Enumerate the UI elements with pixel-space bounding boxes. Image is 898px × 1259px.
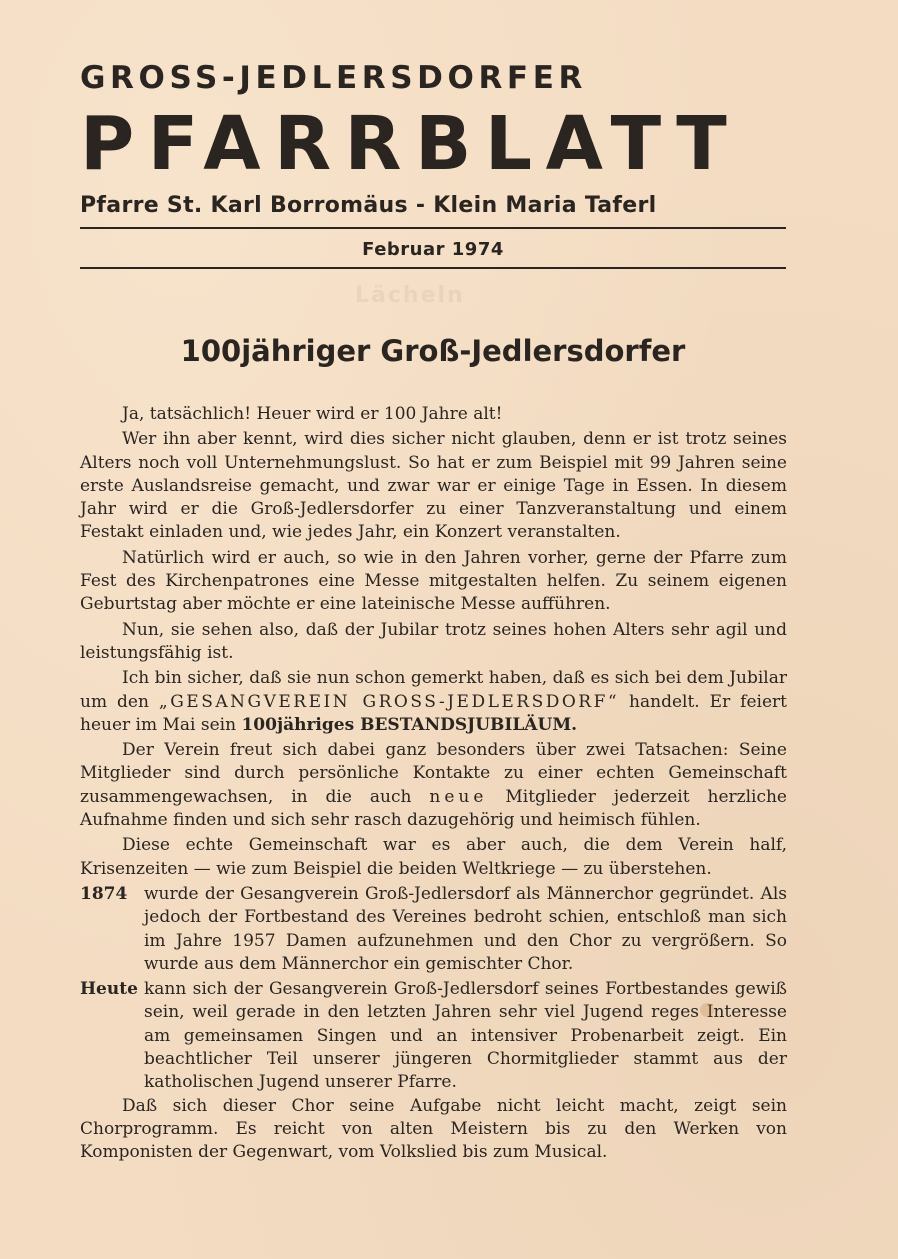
masthead-top-line: GROSS-JEDLERSDORFER [80, 60, 587, 96]
article-headline: 100jähriger Groß-Jedlersdorfer [180, 334, 686, 368]
history-year-text: wurde der Gesangverein Groß-Jedlersdorf als Männerchor gegründet. Als jedoch der Fortbestand des Vereines bedroht schien, entschloß man sich im Jahre 1957 Damen aufzunehmen und den Chor zu vergrößern. So wurde aus dem Männerchor ein gemischter Chor. [144, 883, 787, 974]
paragraph-1: Ja, tatsächlich! Heuer wird er 100 Jahre alt! [122, 404, 503, 424]
history-today-text: kann sich der Gesangverein Groß-Jedlersdorf seines Fortbestandes gewiß sein, weil gerade in den letzten Jahren sehr viel Jugend reges Interesse am gemeinsamen Singen und an intensiver Probenarbeit zeigt. Ein beachtlicher Teil unserer jüngeren Chormitglieder stammt aus der katholischen Jugend unserer Pfarre. [144, 979, 787, 1093]
paragraph-3: Natürlich wird er auch, so wie in den Jahren vorher, gerne der Pfarre zum Fest des Kirchenpatrones eine Messe mitgestalten helfen. Zu seinem eigenen Geburtstag aber möchte er eine lateinische Messe aufführen. [80, 547, 787, 615]
jubilee-emphasis: 100jähriges BESTANDSJUBILÄUM. [241, 714, 578, 735]
history-entry-today [80, 978, 787, 1094]
paragraph-2: Wer ihn aber kennt, wird dies sicher nicht glauben, denn er ist trotz seines Alters noch voll Unternehmungslust. So hat er zum Beispiel mit 99 Jahren seine erste Auslandsreise gemacht, und zwar war er einige Tage in Essen. In diesem Jahr wird er die Groß-Jedlersdorfer zu einer Tanzveranstaltung und einem Festakt einladen und, wie jedes Jahr, ein Konzert veranstalten. [80, 429, 787, 543]
paragraph-7: Diese echte Gemeinschaft war es aber auch, die dem Verein half, Krisenzeiten — wie zum Beispiel die beiden Weltkriege — zu überstehen. [80, 835, 787, 879]
paragraph-6 [80, 739, 787, 832]
choir-name: „GESANGVEREIN GROSS-JEDLERSDORF“ [158, 691, 620, 712]
divider-bottom [80, 267, 786, 269]
paragraph-6-start: Der Verein freut sich dabei ganz besonders über zwei Tatsachen: Seine Mitglieder sind durch persönliche Kontakte zu einer echten Gemeinschaft zusammengewachsen, in die auch [80, 740, 787, 807]
paragraph-5-start: Ich bin sicher, daß sie nun schon gemerkt haben, daß es sich bei dem Jubilar um den [80, 668, 787, 712]
parish-subtitle: Pfarre St. Karl Borromäus - Klein Maria Taferl [80, 193, 657, 218]
spaced-word: neue [429, 786, 488, 807]
paragraph-4: Nun, sie sehen also, daß der Jubilar trotz seines hohen Alters sehr agil und leistungsfähig ist. [80, 619, 787, 663]
history-year-label: 1874 [80, 883, 128, 904]
paragraph-5 [80, 667, 787, 737]
issue-date: Februar 1974 [362, 239, 504, 260]
paragraph-8: Daß sich dieser Chor seine Aufgabe nicht leicht macht, zeigt sein Chorprogramm. Es reicht von alten Meistern bis zu den Werken von Komponisten der Gegenwart, vom Volkslied bis zum Musical. [80, 1095, 787, 1163]
history-entry-1874 [80, 883, 787, 976]
article-body [80, 403, 787, 1165]
paragraph-6-end: Mitglieder jederzeit herzliche Aufnahme finden und sich sehr rasch dazugehörig und heimisch fühlen. [80, 786, 787, 831]
paper-stain [700, 1003, 714, 1017]
masthead-title: PFARRBLATT [80, 101, 741, 187]
paragraph-5-middle: handelt. Er feiert heuer im Mai sein [80, 691, 787, 735]
history-today-label: Heute [80, 979, 138, 1000]
bleed-through-text: Lächeln [355, 283, 465, 308]
divider-top [80, 227, 786, 229]
